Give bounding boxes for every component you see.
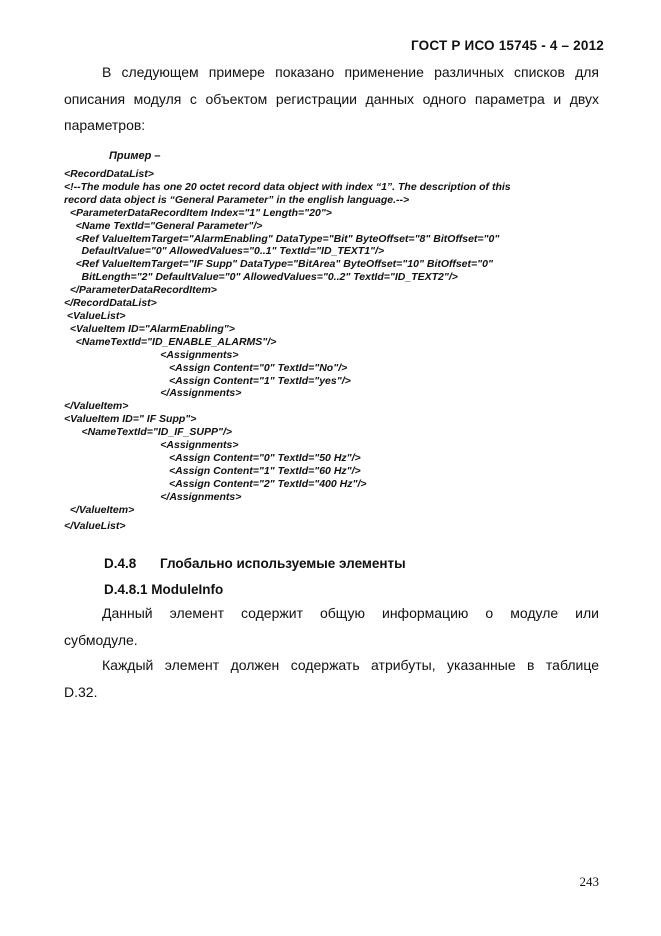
- code-line: </ValueItem>: [64, 503, 135, 516]
- section-heading-d481: [104, 582, 223, 597]
- code-block: [64, 168, 511, 516]
- document-header: ГОСТ Р ИСО 15745 - 4 – 2012: [411, 38, 604, 53]
- code-line: <Name TextId="General Parameter"/>: [64, 219, 263, 232]
- code-line: <Assign Content="1" TextId="60 Hz"/>: [64, 464, 361, 477]
- code-line: </ValueItem>: [64, 400, 129, 413]
- code-line: <ParameterDataRecordItem Index="1" Length="20">: [64, 206, 332, 219]
- section-number: D.4.8.1: [104, 582, 148, 597]
- intro-line-2: описания модуля с объектом регистрации данных одного параметра и двух: [64, 90, 599, 107]
- paragraph-attributes: [64, 652, 599, 705]
- intro-line-3: параметров:: [64, 117, 146, 133]
- paragraph-module-info: [64, 600, 599, 653]
- paragraph-line: Каждый элемент должен содержать атрибуты, указанные в таблице: [102, 657, 599, 673]
- code-line: </Assignments>: [64, 490, 242, 503]
- code-line: <ValueItem ID=" IF Supp">: [64, 413, 197, 426]
- code-line: </ParameterDataRecordItem>: [64, 284, 217, 297]
- code-line: <!--The module has one 20 octet record data object with index “1”. The description of this: [64, 180, 511, 193]
- code-line: <Ref ValueItemTarget="IF Supp" DataType="BitArea" ByteOffset="10" BitOffset="0": [64, 258, 493, 271]
- code-line: <Assignments>: [64, 348, 239, 361]
- code-closing-line: </ValueList>: [64, 520, 126, 532]
- code-line: <Assign Content="2" TextId="400 Hz"/>: [64, 477, 367, 490]
- code-line: </RecordDataList>: [64, 297, 157, 310]
- code-line: <NameTextId="ID_ENABLE_ALARMS"/>: [64, 335, 277, 348]
- paragraph-line: D.32.: [64, 683, 98, 700]
- code-line: record data object is “General Parameter” in the english language.-->: [64, 193, 410, 206]
- page-number: 243: [579, 874, 599, 889]
- code-line: <Assign Content="0" TextId="50 Hz"/>: [64, 451, 361, 464]
- intro-paragraph: [64, 59, 599, 139]
- intro-line-1: В следующем примере показано применение различных списков для: [102, 64, 599, 80]
- code-line: <RecordDataList>: [64, 168, 154, 180]
- code-line: <Assign Content="1" TextId="yes"/>: [64, 374, 351, 387]
- code-line: <Ref ValueItemTarget="AlarmEnabling" DataType="Bit" ByteOffset="8" BitOffset="0": [64, 232, 500, 245]
- code-line: <ValueItem ID="AlarmEnabling">: [64, 322, 235, 335]
- code-line: BitLength="2" DefaultValue="0" AllowedValues="0..2" TextId="ID_TEXT2"/>: [64, 271, 458, 284]
- section-title: ModuleInfo: [151, 582, 224, 597]
- code-line: <Assignments>: [64, 439, 239, 452]
- section-title: Глобально используемые элементы: [160, 556, 406, 571]
- code-line: <NameTextId="ID_IF_SUPP"/>: [64, 426, 233, 439]
- section-number: D.4.8: [104, 556, 137, 571]
- code-line: DefaultValue="0" AllowedValues="0..1" TextId="ID_TEXT1"/>: [64, 245, 385, 258]
- code-line: </Assignments>: [64, 387, 242, 400]
- code-line: <Assign Content="0" TextId="No"/>: [64, 361, 348, 374]
- paragraph-line: Данный элемент содержит общую информацию о модуле или: [102, 605, 599, 621]
- example-label: Пример –: [109, 150, 161, 162]
- paragraph-line: субмодуле.: [64, 631, 138, 648]
- section-heading-d48: [104, 556, 406, 571]
- code-line: <ValueList>: [64, 309, 126, 322]
